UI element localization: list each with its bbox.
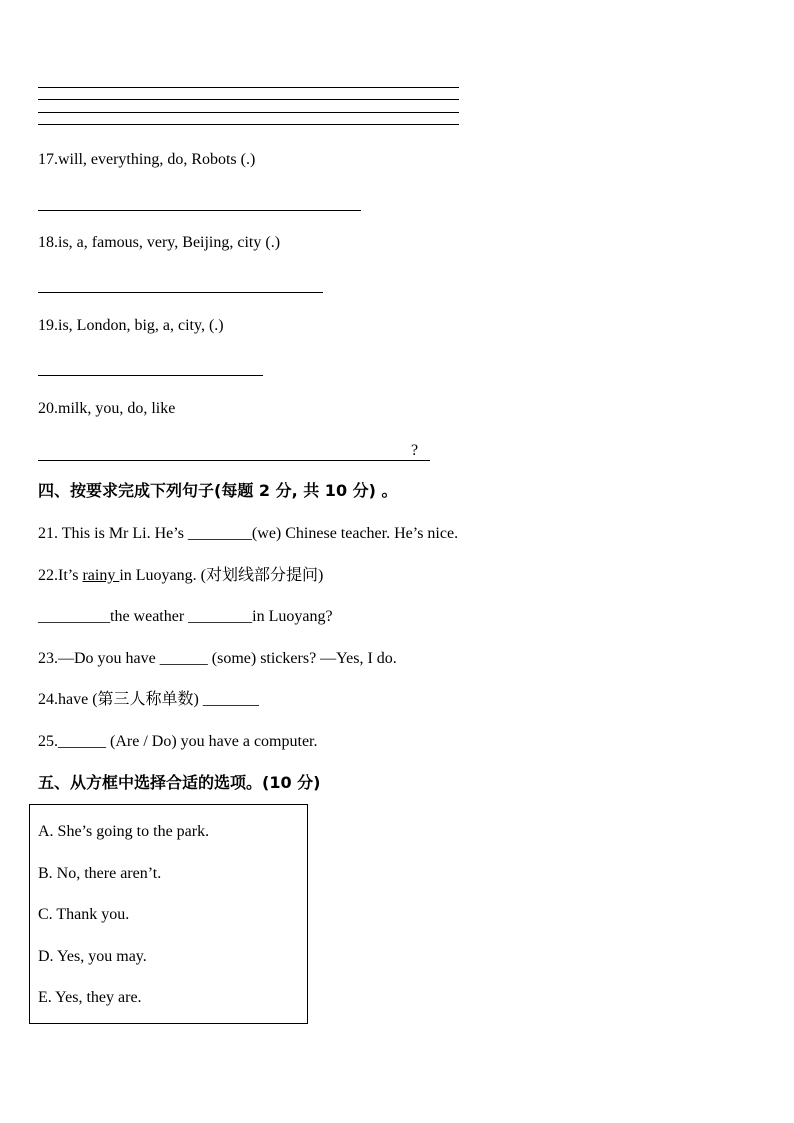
section-4-heading: 四、按要求完成下列句子(每题 2 分, 共 10 分) 。 <box>38 481 398 500</box>
option-a: A. She’s going to the park. <box>38 823 210 840</box>
question-24: 24.have (第三人称单数) _______ <box>38 691 259 708</box>
option-c: C. Thank you. <box>38 906 130 923</box>
question-mark: ? <box>411 442 419 459</box>
question-22-answer: _________the weather ________in Luoyang? <box>38 608 333 625</box>
answer-line <box>38 87 459 88</box>
question-22-prefix: 22.It’s <box>38 567 83 584</box>
answer-line-17 <box>38 210 361 211</box>
answer-line-20 <box>38 460 430 461</box>
option-d: D. Yes, you may. <box>38 948 147 965</box>
question-23: 23.—Do you have ______ (some) stickers? —Yes, I do. <box>38 650 397 667</box>
question-21: 21. This is Mr Li. He’s ________(we) Chinese teacher. He’s nice. <box>38 525 459 542</box>
section-5-heading: 五、从方框中选择合适的选项。(10 分) <box>38 773 321 792</box>
question-22 <box>38 566 323 586</box>
answer-line-19 <box>38 375 263 376</box>
answer-line <box>38 99 459 100</box>
answer-line-18 <box>38 292 323 293</box>
options-box <box>29 804 308 1024</box>
question-19: 19.is, London, big, a, city, (.) <box>38 317 224 334</box>
answer-line <box>38 124 459 125</box>
option-e: E. Yes, they are. <box>38 989 142 1006</box>
answer-line <box>38 112 459 113</box>
question-20: 20.milk, you, do, like <box>38 400 176 417</box>
question-25: 25.______ (Are / Do) you have a computer. <box>38 733 318 750</box>
option-b: B. No, there aren’t. <box>38 865 162 882</box>
question-17: 17.will, everything, do, Robots (.) <box>38 151 256 168</box>
question-22-suffix: in Luoyang. (对划线部分提问) <box>119 567 324 584</box>
underlined-word: rainy <box>82 567 120 584</box>
question-18: 18.is, a, famous, very, Beijing, city (.) <box>38 234 281 251</box>
